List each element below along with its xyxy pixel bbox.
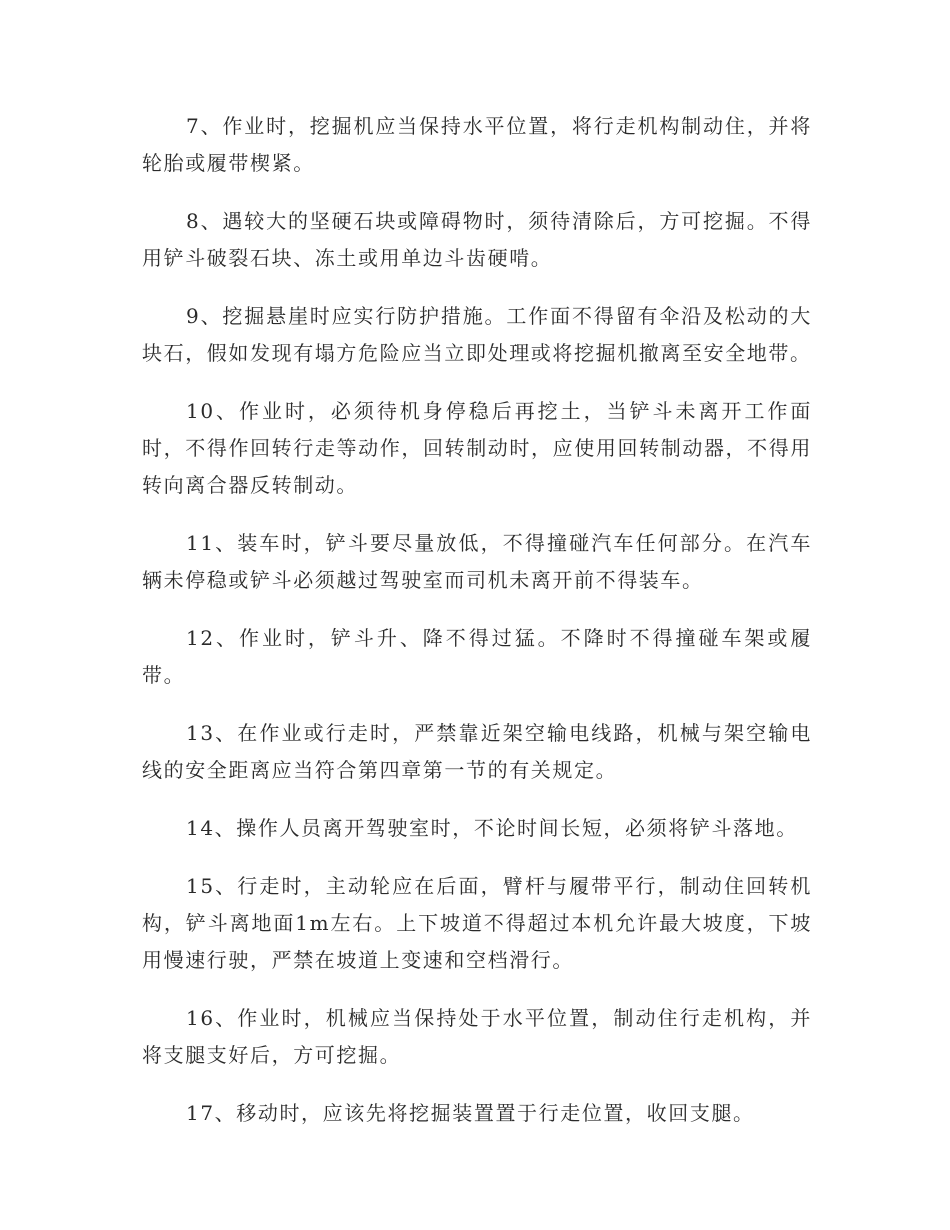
paragraph-rule-11: 11、装车时，铲斗要尽量放低，不得撞碰汽车任何部分。在汽车辆未停稳或铲斗必须越过驾驶室而司机未离开前不得装车。 [142, 531, 812, 592]
paragraph-rule-13: 13、在作业或行走时，严禁靠近架空输电线路，机械与架空输电线的安全距离应当符合第四章第一节的有关规定。 [142, 721, 812, 782]
paragraph-rule-16: 16、作业时，机械应当保持处于水平位置，制动住行走机构，并将支腿支好后，方可挖掘。 [142, 1006, 812, 1067]
paragraph-rule-7: 7、作业时，挖掘机应当保持水平位置，将行走机构制动住，并将轮胎或履带楔紧。 [142, 114, 812, 175]
paragraph-rule-17: 17、移动时，应该先将挖掘装置置于行走位置，收回支腿。 [186, 1101, 755, 1125]
paragraph-rule-15: 15、行走时，主动轮应在后面，臂杆与履带平行，制动住回转机构，铲斗离地面1m左右。上下坡道不得超过本机允许最大坡度，下坡用慢速行驶，严禁在坡道上变速和空档滑行。 [142, 874, 812, 972]
paragraph-rule-10: 10、作业时，必须待机身停稳后再挖土，当铲斗未离开工作面时，不得作回转行走等动作，回转制动时，应使用回转制动器，不得用转向离合器反转制动。 [142, 399, 812, 497]
document-body [142, 108, 812, 1153]
paragraph-rule-8: 8、遇较大的坚硬石块或障碍物时，须待清除后，方可挖掘。不得用铲斗破裂石块、冻土或用单边斗齿硬啃。 [142, 209, 812, 270]
paragraph-rule-9: 9、挖掘悬崖时应实行防护措施。工作面不得留有伞沿及松动的大块石，假如发现有塌方危险应当立即处理或将挖掘机撤离至安全地带。 [142, 304, 812, 365]
paragraph-rule-14: 14、操作人员离开驾驶室时，不论时间长短，必须将铲斗落地。 [186, 816, 798, 840]
paragraph-rule-12: 12、作业时，铲斗升、降不得过猛。不降时不得撞碰车架或履带。 [142, 626, 812, 687]
